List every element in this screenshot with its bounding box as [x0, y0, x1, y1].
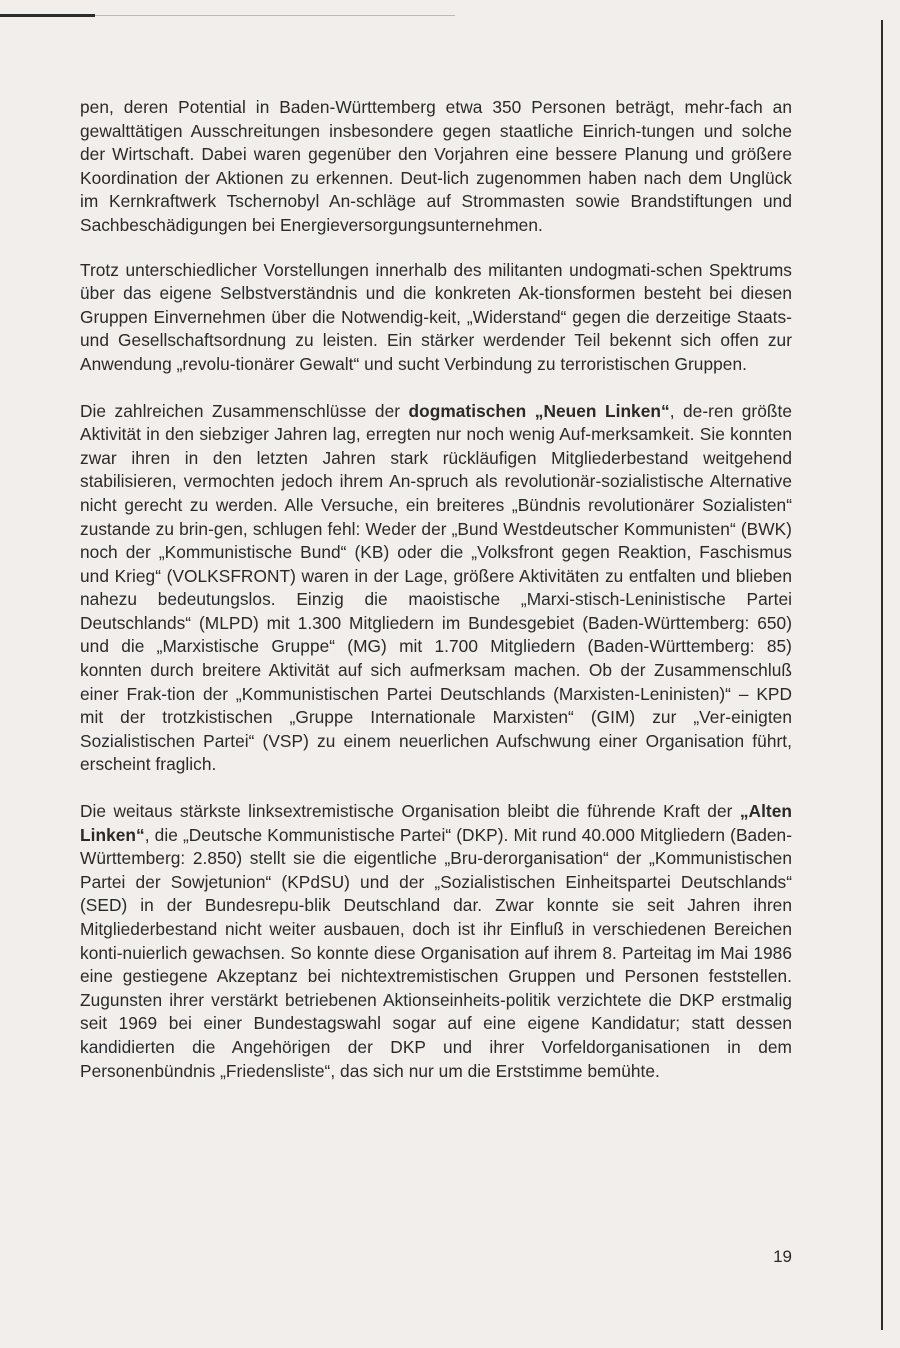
paragraph-4	[80, 800, 792, 1083]
paragraph-4-text-start: Die weitaus stärkste linksextremistische Organisation bleibt die führende Kraft der	[80, 801, 740, 822]
paragraph-1	[80, 96, 792, 238]
paragraph-2	[80, 259, 792, 377]
paragraph-3	[80, 400, 792, 778]
paragraph-2-text: Trotz unterschiedlicher Vorstellungen innerhalb des militanten undogmati-schen Spektrums über das eigene Selbstverständnis und die konkreten Ak-tionsformen besteht bei diesen Gruppen Einvernehmen über die Notwendig-keit, „Widerstand“ gegen die derzeitige Staats- und Gesellschaftsordnung zu leisten. Ein stärker werdender Teil bekennt sich offen zur Anwendung „revolu-tionärer Gewalt“ und sucht Verbindung zu terroristischen Gruppen.	[80, 259, 792, 374]
paragraph-3-text-start: Die zahlreichen Zusammenschlüsse der	[80, 400, 409, 421]
body-text	[80, 96, 792, 1106]
paragraph-3-text-end: , de-ren größte Aktivität in den siebziger Jahren lag, erregten nur noch wenig Auf-merksamkeit. Sie konnten zwar ihren in den letzten Jahren stark rückläufigen Mitgliederbestand weitgehend stabilisieren, vermochten jedoch ihrem An-spruch als revolutionär-sozialistische Alternative nicht gerecht zu werden. Alle Versuche, ein breiteres „Bündnis revolutionärer Sozialisten“ zustande zu brin-gen, schlugen fehl: Weder der „Bund Westdeutscher Kommunisten“ (BWK) noch der „Kommunistische Bund“ (KB) oder die „Volksfront gegen Reaktion, Faschismus und Krieg“ (VOLKSFRONT) waren in der Lage, größere Aktivitäten zu entfalten und blieben nahezu bedeutungslos. Einzig die maoistische „Marxi-stisch-Leninistische Partei Deutschlands“ (MLPD) mit 1.300 Mitgliedern im Bundesgebiet (Baden-Württemberg: 650) und die „Marxistische Gruppe“ (MG) mit 1.700 Mitgliedern (Baden-Württemberg: 85) konnten durch breitere Aktivität auf sich aufmerksam machen. Ob der Zusammenschluß einer Frak-tion der „Kommunistischen Partei Deutschlands (Marxisten-Leninisten)“ – KPD mit der trotzkistischen „Gruppe Internationale Marxisten“ (GIM) zur „Ver-einigten Sozialistischen Partei“ (VSP) zu einem neuerlichen Aufschwung einer Organisation führt, erscheint fraglich.	[80, 400, 792, 775]
top-rule-thin	[95, 15, 455, 16]
paragraph-4-text-end: , die „Deutsche Kommunistische Partei“ (DKP). Mit rund 40.000 Mitgliedern (Baden-Württemberg: 2.850) stellt sie die eigentliche „Bru-derorganisation“ der „Kommunistischen Partei der Sowjetunion“ (KPdSU) und der „Sozialistischen Einheitspartei Deutschlands“ (SED) in der Bundesrepu-blik Deutschland dar. Zwar konnte sie seit Jahren ihren Mitgliederbestand nicht weiter ausbauen, doch ist ihr Einfluß in verschiedenen Bereichen konti-nuierlich gewachsen. So konnte diese Organisation auf ihrem 8. Parteitag im Mai 1986 eine gestiegene Akzeptanz bei nichtextremistischen Gruppen und Personen feststellen. Zugunsten ihrer verstärkt betriebenen Aktionseinheits-politik verzichtete die DKP erstmalig seit 1969 bei einer Bundestagswahl sogar auf eine eigene Kandidatur; statt dessen kandidierten die Angehörigen der DKP und ihrer Vorfeldorganisationen in dem Personenbündnis „Friedensliste“, das sich nur um die Erststimme bemühte.	[80, 824, 792, 1081]
paragraph-1-text: pen, deren Potential in Baden-Württemberg etwa 350 Personen beträgt, mehr-fach an gewalttätigen Ausschreitungen insbesondere gegen staatliche Einrich-tungen und solche der Wirtschaft. Dabei waren gegenüber den Vorjahren eine bessere Planung und größere Koordination der Aktionen zu erkennen. Deut-lich zugenommen haben nach dem Unglück im Kernkraftwerk Tschernobyl An-schläge auf Strommasten sowie Brandstiftungen und Sachbeschädigungen bei Energieversorgungsunternehmen.	[80, 97, 792, 235]
paragraph-4-emphasis: „Alten Linken“	[80, 801, 792, 845]
top-rule	[0, 14, 95, 17]
page-edge-line	[881, 20, 883, 1330]
page-number: 19	[773, 1247, 792, 1266]
paragraph-3-emphasis: dogmatischen „Neuen Linken“	[408, 400, 670, 421]
